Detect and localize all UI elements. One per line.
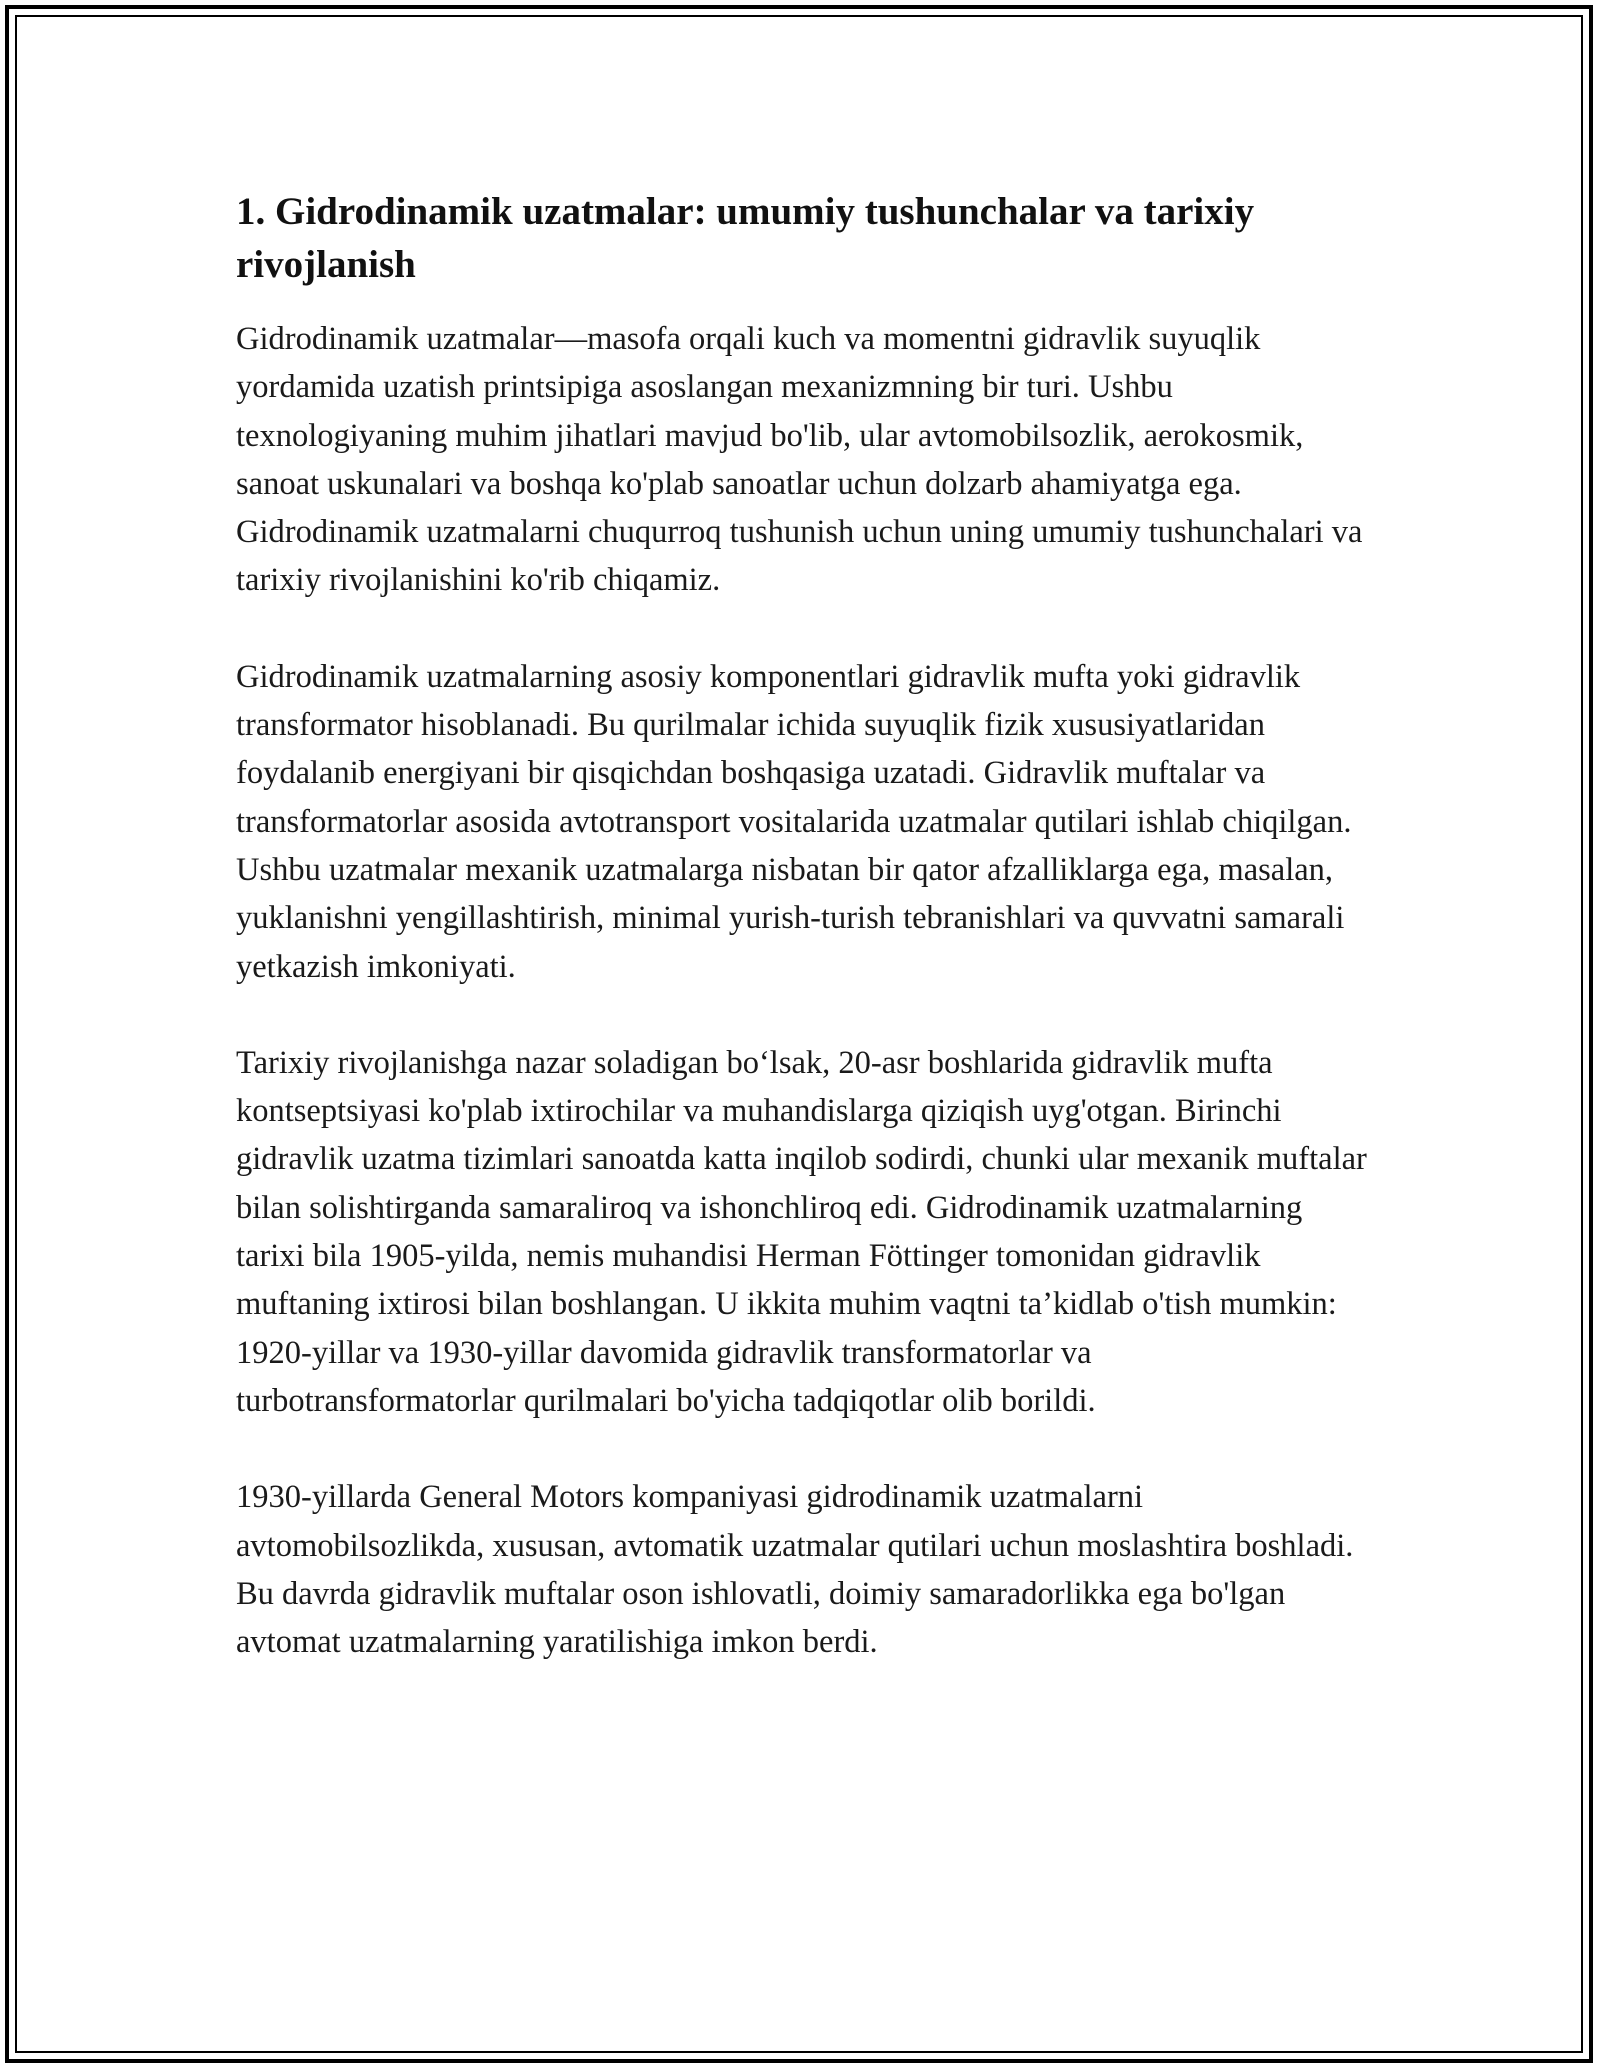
paragraph-3: Tarixiy rivojlanishga nazar soladigan bo‘lsak, 20-asr boshlarida gidravlik mufta kontseptsiyasi ko'plab ixtirochilar va muhandislarga qiziqish uyg'otgan. Birinchi gidravlik uzatma tizimlari sanoatda katta inqilob sodirdi, chunki ular mexanik muftalar bilan solishtirganda samaraliroq va ishonchliroq edi. Gidrodinamik uzatmalarning tarixi bila 1905-yilda, nemis muhandisi Herman Föttinger tomonidan gidravlik muftaning ixtirosi bilan boshlangan. U ikkita muhim vaqtni ta’kidlab o'tish mumkin: 1920-yillar va 1930-yillar davomida gidravlik transformatorlar va turbotransformatorlar qurilmalari bo'yicha tadqiqotlar olib borildi. [236,1044,1367,1419]
paragraph-2: Gidrodinamik uzatmalarning asosiy komponentlari gidravlik mufta yoki gidravlik transformator hisoblanadi. Bu qurilmalar ichida suyuqlik fizik xususiyatlaridan foydalanib energiyani bir qisqichdan boshqasiga uzatadi. Gidravlik muftalar va transformatorlar asosida avtotransport vositalarida uzatmalar qutilari ishlab chiqilgan. Ushbu uzatmalar mexanik uzatmalarga nisbatan bir qator afzalliklarga ega, masalan, yuklanishni yengillashtirish, minimal yurish-turish tebranishlari va quvvatni samarali yetkazish imkoniyati. [236,658,1352,985]
paragraph-1: Gidrodinamik uzatmalar—masofa orqali kuch va momentni gidravlik suyuqlik yordamida uzatish printsipiga asoslangan mexanizmning bir turi. Ushbu texnologiyaning muhim jihatlari mavjud bo'lib, ular avtomobilsozlik, aerokosmik, sanoat uskunalari va boshqa ko'plab sanoatlar uchun dolzarb ahamiyatga ega. Gidrodinamik uzatmalarni chuqurroq tushunish uchun uning umumiy tushunchalari va tarixiy rivojlanishini ko'rib chiqamiz. [236,321,1363,599]
document-body [236,185,1376,1714]
section-heading: 1. Gidrodinamik uzatmalar: umumiy tushunchalar va tarixiy rivojlanish [236,190,1255,286]
paragraph-4: 1930-yillarda General Motors kompaniyasi gidrodinamik uzatmalarni avtomobilsozlikda, xususan, avtomatik uzatmalar qutilari uchun moslashtira boshladi. Bu davrda gidravlik muftalar oson ishlovatli, doimiy samaradorlikka ega bo'lgan avtomat uzatmalarning yaratilishiga imkon berdi. [236,1479,1354,1661]
